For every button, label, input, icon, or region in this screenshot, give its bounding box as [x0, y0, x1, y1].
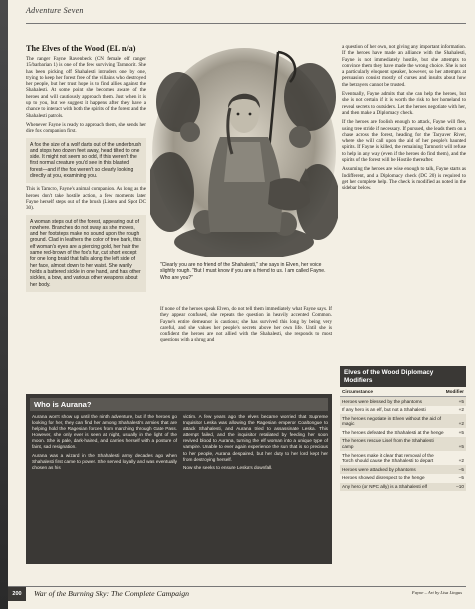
page-header: [26, 6, 466, 24]
paragraph: Aurana was a wizard in the Shahalesti army decades ago when Shahalesti first came to power. She served loyally and was eventually chosen as his: [32, 452, 177, 470]
paragraph: a question of her own, not giving any important information. If the heroes have made an alliance with the Shahalesti, Fayne is not immediately hostile, but she attempts to convince them they have made the wrong choice. She is not a particularly eloquent speaker, however, so her attempts at persuasion consist mostly of curses and insults about how the betrayers cannot be trusted.: [342, 44, 466, 88]
row-modifier: –10: [456, 484, 464, 490]
read-aloud-box: A woman steps out of the forest, appearing out of nowhere. Branches do not sway as she moves, and her footsteps make no sound upon the rough ground. Clad in leathers the color of tree bark, this elf woman's eyes are a piercing gold, her hair the same red-brown of the fox's fur, cut short except for one long braid that falls along the left side of her face, almost down to her waist. She warily holds a battered sickle in one hand, and has other sickles, a bow, and various other weapons about her body.: [26, 215, 146, 292]
row-modifier: –5: [458, 475, 464, 481]
row-modifier: +2: [458, 421, 464, 427]
sidebar-column-2: [183, 414, 328, 473]
paragraph: Eventually, Fayne admits that she can help the heroes, but she is not certain if it is worth the risk to her homeland to reveal secrets to outsiders. Let the heroes negotiate with her, and then make a Diplomacy check.: [342, 91, 466, 116]
paragraph: victim. A few years ago the elves became worried that Supreme Inquisitor Leska was allowing the Ragesian emperor Coaltongue to attack Shahalesti, and Aurana tried to assassinate Leska. This attempt failed, and the inquisitor retaliated by feeding her soon revived blood to Aurana, turning the elf woman into a unique type of vampire. Unable to ever again experience the sun that is so precious to her people, Aurana despaired, but her duty to her lord kept her from destroying herself.: [183, 414, 328, 462]
npc-quote: "Clearly you are no friend of the Shahalesti," she says in Elven, her voice slightly rough. "But I must know if you are a friend to us. I am called Fayne. Who are you?": [160, 262, 326, 281]
table-row: [340, 451, 466, 465]
table-row: [340, 483, 466, 492]
row-circumstance: The heroes make it clear that removal of the Torch should cause the Shahalesti to depart: [342, 452, 434, 464]
paragraph: Assuming the heroes are wise enough to talk, Fayne starts as Indifferent, and a Diplomacy check (DC 20) is required to get her complete help. The check is modified as noted in the sidebar below.: [342, 166, 466, 192]
chapter-title: Adventure Seven: [26, 6, 84, 15]
table-row: [340, 474, 466, 483]
paragraph: Whenever Fayne is ready to approach them, she sends her dire fox companion first.: [26, 121, 146, 135]
page-footer: [8, 586, 466, 600]
illustration-image: [150, 42, 338, 257]
row-modifier: –5: [458, 466, 464, 472]
paragraph: Aurana won't show up until the ninth adventure, but if the heroes go looking for her, they can find her among Shahalesti's armies that are helping hold the Ragesian forces from marching through Gate Pass. However, she only ever is seen at night, usually in the light of the moon. She is pale, dark-haired, and carries herself with a posture of faint, sad resignation.: [32, 414, 177, 450]
art-credit: Fayne – Art by Lisa Lingus: [411, 590, 462, 595]
column-header-circumstance: Circumstance: [342, 389, 374, 394]
table-row: [340, 465, 466, 474]
book-title: War of the Burning Sky: The Complete Campaign: [34, 589, 189, 598]
row-circumstance: The heroes defeated the Shahalesti at the henge: [342, 429, 444, 435]
row-modifier: +5: [458, 398, 464, 404]
paragraph: The ranger Fayne Ravenbeck (CN female elf ranger 15/barbarian 1) is one of the few surviving Tarnnorit. She has been picking off Shahalesti intruders one by one, trying to keep her forest free of the villains who destroyed her people, but her trust hope is to find allies against the Shahalesti. At some point she becomes aware of the heroes and will cautiously approach them. Just when it is up to you, but we suggest it happens after they have a chance to interact with both the spirits of the forest and the Shahalesti patrols.: [26, 56, 146, 119]
row-modifier: +5: [458, 444, 464, 450]
right-column: [342, 44, 466, 195]
sidebar-who-is-aurana: [26, 394, 332, 564]
table-header: [340, 387, 466, 397]
row-circumstance: Any hero (or NPC ally) is a Shahalesti elf: [342, 484, 427, 490]
column-header-modifier: Modifier: [445, 389, 464, 394]
table-title: Elves of the Wood Diplomacy Modifiers: [340, 366, 466, 387]
sidebar-title: Who is Aurana?: [30, 398, 328, 411]
left-edge-strip: [0, 0, 8, 609]
left-column: [26, 44, 146, 292]
row-circumstance: Heroes showed disrespect to the henge: [342, 475, 425, 481]
table-row: [340, 414, 466, 428]
sidebar-column-1: [32, 414, 177, 473]
row-circumstance: If any hero is an elf, but not a Shahalesti: [342, 407, 426, 413]
paragraph: Now she seeks to ensure Leska's downfall.: [183, 464, 273, 470]
table-row: [340, 397, 466, 406]
row-circumstance: The heroes negotiate in Elven without the aid of magic: [342, 415, 442, 427]
paragraph: This is Tamcro, Fayne's animal companion. As long as the heroes don't take hostile action, a few moments later Fayne herself steps out of the brush (Listen and Spot DC 30).: [26, 186, 146, 212]
section-heading: The Elves of the Wood (EL n/a): [26, 44, 136, 53]
paragraph: If none of the heroes speak Elven, do not tell them immediately what Fayne says. If they appear confused, she repeats the question in heavily accented Common. Fayne's entire demeanor is cautious; she has survived this long by being very careful, and she values her people's secrets above her own life. Until she is confident the heroes are not allied with the Shahalesti, she responds to most questions with a shrug and: [160, 306, 332, 344]
table-row: [340, 437, 466, 451]
row-modifier: +2: [458, 458, 464, 464]
table-row: [340, 428, 466, 437]
row-circumstance: Heroes were blessed by the phantoms: [342, 398, 422, 404]
read-aloud-box: A fox the size of a wolf darts out of the underbrush and stops two dozen feet away, head tilted to one side. It might not seem so odd, if this weren't the first normal creature you'd see in this blasted forest—and if the fox weren't so clearly looking directly at you, examining you.: [26, 138, 146, 184]
row-circumstance: Heroes were attacked by phantoms: [342, 466, 416, 472]
page-number: 200: [8, 587, 26, 601]
row-circumstance: The heroes rescue Lisel from the Shahalesti camp: [342, 438, 434, 450]
fayne-illustration: [150, 42, 338, 257]
paragraph: If the heroes are foolish enough to attack, Fayne will flee, using tree stride if necessary. If pursued, she leads them on a chase across the forest, heading for the Taryaver River, where she will call upon the aid of her people's haunted spirits. If Fayne is killed, the remaining Tarnnorit will refuse to help in any way (even if the heroes do find them), and the spirits of the forest will be Hostile thereafter.: [342, 119, 466, 164]
table-row: [340, 406, 466, 415]
row-modifier: +2: [458, 407, 464, 413]
diplomacy-modifiers-table: [340, 366, 466, 491]
table-body: [340, 397, 466, 491]
row-modifier: +5: [458, 429, 464, 435]
